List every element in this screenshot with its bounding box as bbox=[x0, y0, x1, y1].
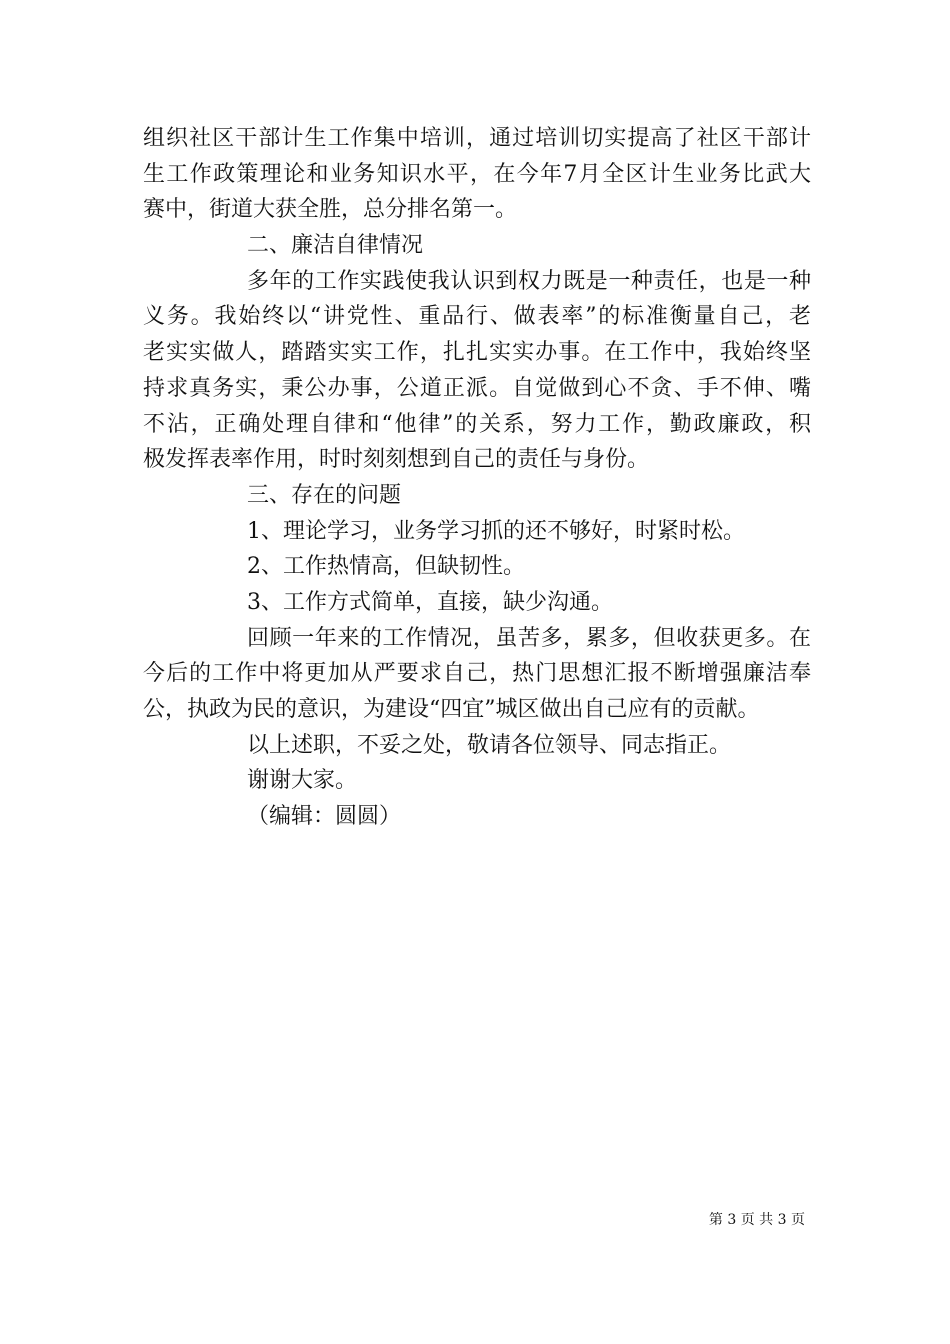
paragraph-first-line: 多年的工作实践使我认识到权力既是一种责任，也是一种 bbox=[247, 268, 811, 294]
paragraph-first-line: 回顾一年来的工作情况，虽苦多，累多，但收获更多。在 bbox=[247, 625, 811, 651]
list-item: 1、理论学习，业务学习抓的还不够好，时紧时松。 bbox=[247, 518, 745, 544]
thanks-line: 谢谢大家。 bbox=[247, 768, 358, 794]
text-line: 持求真务实，秉公办事，公道正派。自觉做到心不贪、手不伸、嘴 bbox=[143, 375, 811, 401]
text-line: 老实实做人，踏踏实实工作，扎扎实实办事。在工作中，我始终坚 bbox=[143, 340, 811, 366]
section-heading: 三、存在的问题 bbox=[247, 482, 402, 508]
text-line: 极发挥表率作用，时时刻刻想到自己的责任与身份。 bbox=[143, 447, 650, 473]
document-body bbox=[143, 121, 811, 835]
list-item: 2、工作热情高，但缺韧性。 bbox=[247, 554, 525, 580]
text-line: 公，执政为民的意识，为建设“四宜”城区做出自己应有的贡献。 bbox=[143, 697, 760, 722]
text-line: 组织社区干部计生工作集中培训，通过培训切实提高了社区干部计 bbox=[143, 126, 811, 151]
text-line: 生工作政策理论和业务知识水平，在今年7月全区计生业务比武大 bbox=[143, 161, 811, 187]
section-heading: 二、廉洁自律情况 bbox=[247, 233, 424, 259]
text-line: 不沾，正确处理自律和“他律”的关系，努力工作，勤政廉政，积 bbox=[143, 411, 811, 437]
text-line: 今后的工作中将更加从严要求自己，热门思想汇报不断增强廉洁奉 bbox=[143, 661, 811, 687]
editor-note: （编辑：圆圆） bbox=[247, 804, 402, 830]
text-line: 义务。我始终以“讲党性、重品行、做表率”的标准衡量自己，老 bbox=[143, 304, 811, 330]
text-line: 赛中，街道大获全胜，总分排名第一。 bbox=[143, 197, 518, 223]
list-item: 3、工作方式简单，直接，缺少沟通。 bbox=[247, 589, 613, 615]
closing-line: 以上述职，不妥之处，敬请各位领导、同志指正。 bbox=[247, 732, 732, 758]
page-number: 第 3 页 共 3 页 bbox=[708, 1212, 805, 1228]
